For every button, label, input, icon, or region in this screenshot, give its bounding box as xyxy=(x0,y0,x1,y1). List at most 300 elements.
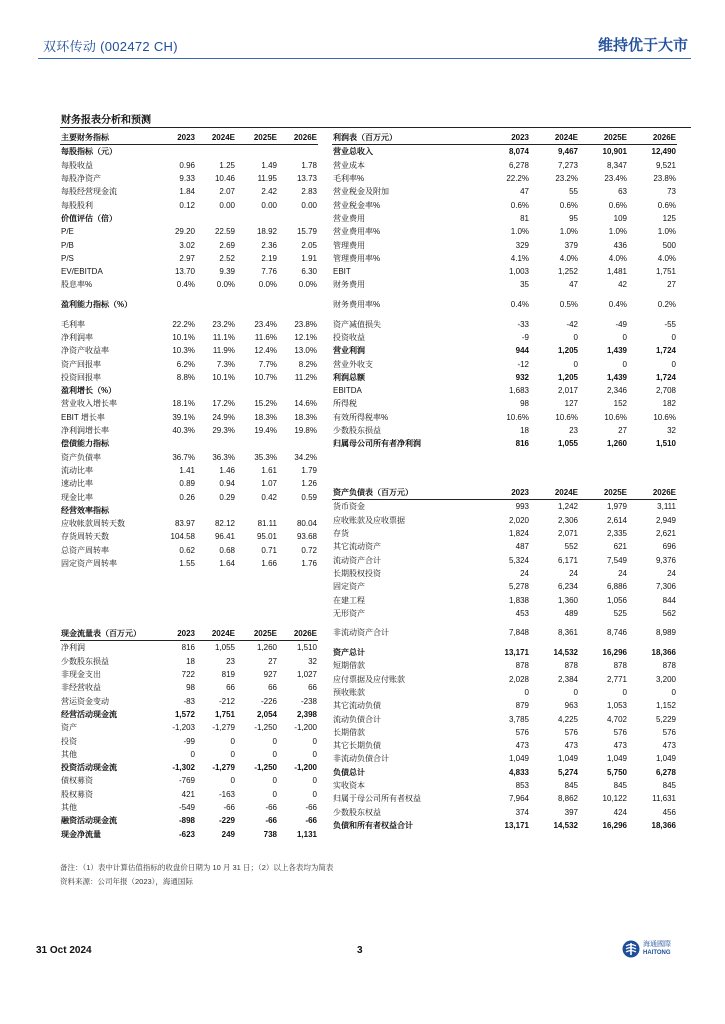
row-label: 所得税 xyxy=(333,399,357,409)
cell-value: 0.68 xyxy=(219,545,235,555)
row-label: 盈利增长（%） xyxy=(61,386,117,396)
table-row xyxy=(60,397,318,410)
table-row xyxy=(60,437,318,450)
cell-value: 6,278 xyxy=(655,767,676,777)
cell-value xyxy=(278,504,318,517)
cell-value: 18.92 xyxy=(256,227,277,237)
cell-value: 576 xyxy=(662,727,676,737)
table-row xyxy=(60,464,318,477)
cell-value: -769 xyxy=(178,776,195,786)
cell-value: 8.8% xyxy=(176,372,195,382)
cell-value: 379 xyxy=(564,240,578,250)
row-label: 长期股权投资 xyxy=(333,568,381,578)
cell-value: -1,279 xyxy=(212,763,235,773)
table-row xyxy=(60,225,318,238)
cell-value: 1,131 xyxy=(296,829,317,839)
row-label: 存货周转天数 xyxy=(61,532,109,542)
row-label: 归属于母公司所有者权益 xyxy=(333,794,421,804)
cell-value: 0.4% xyxy=(176,280,195,290)
cell-value: 16,296 xyxy=(602,648,627,658)
row-label: EBIT xyxy=(333,267,351,277)
cell-value: 1,049 xyxy=(557,754,578,764)
cell-value: 249 xyxy=(221,829,235,839)
table-row xyxy=(332,739,677,752)
cell-value: 7,273 xyxy=(557,160,578,170)
cell-value: 0.96 xyxy=(179,160,195,170)
table-row xyxy=(332,686,677,699)
cell-value: 0.6% xyxy=(559,200,578,210)
row-label: 营业外收支 xyxy=(333,359,373,369)
header-divider xyxy=(38,58,691,59)
cell-value: 2,949 xyxy=(655,515,676,525)
cell-value: 4.0% xyxy=(559,253,578,263)
row-label: P/S xyxy=(61,253,74,263)
cell-value: 1.66 xyxy=(261,559,277,569)
cell-value: 18.3% xyxy=(294,412,317,422)
cell-value: 36.3% xyxy=(212,452,235,462)
cell-value: 1.78 xyxy=(301,160,317,170)
cell-value: 374 xyxy=(515,807,529,817)
cell-value: 0.71 xyxy=(261,545,277,555)
cell-value: 0.72 xyxy=(301,545,317,555)
cell-value: 11.2% xyxy=(294,372,317,382)
table-row xyxy=(332,172,677,185)
table-row xyxy=(332,238,677,251)
cell-value: 0.00 xyxy=(261,200,277,210)
row-label: 有效所得税率% xyxy=(333,412,389,422)
cell-value: 0 xyxy=(312,776,317,786)
row-label: 少数股东权益 xyxy=(333,807,381,817)
header-company: 双环传动 (002472 CH) xyxy=(43,39,178,54)
cell-value: 845 xyxy=(613,781,627,791)
cell-value: 2.05 xyxy=(301,240,317,250)
table-row xyxy=(60,292,318,318)
cash-flow-table xyxy=(60,627,318,841)
row-label: 净利润率 xyxy=(61,333,93,342)
row-label: P/E xyxy=(61,227,74,237)
cell-value: 13,171 xyxy=(504,648,529,658)
cell-value: 10.6% xyxy=(604,412,627,422)
cell-value: 1.0% xyxy=(608,227,627,237)
cell-value: 816 xyxy=(181,643,195,653)
cell-value: 0.00 xyxy=(301,200,317,210)
row-label: 预收账款 xyxy=(333,688,365,697)
cell-value: 1,049 xyxy=(655,754,676,764)
row-label: 应收账款及应收票据 xyxy=(333,515,405,525)
table-row xyxy=(60,788,318,801)
table-title: 主要财务指标 xyxy=(60,131,156,145)
column-header: 2026E xyxy=(628,131,677,145)
cell-value: 576 xyxy=(515,727,529,737)
cell-value: 23 xyxy=(226,656,235,666)
cell-value: 11.1% xyxy=(212,333,235,342)
table-row xyxy=(60,252,318,265)
table-row xyxy=(60,668,318,681)
cell-value: 95.01 xyxy=(256,532,277,542)
table-row xyxy=(332,567,677,580)
cell-value: 487 xyxy=(515,542,529,552)
cell-value: 0 xyxy=(312,749,317,759)
cell-value: 397 xyxy=(564,807,578,817)
table-row xyxy=(60,384,318,397)
cell-value: 23.4% xyxy=(254,319,277,329)
table-row xyxy=(332,593,677,606)
cell-value: -66 xyxy=(305,816,317,826)
row-label: EBITDA xyxy=(333,386,362,396)
table-row xyxy=(332,252,677,265)
cell-value: 0 xyxy=(573,359,578,369)
cell-value: -1,250 xyxy=(254,723,277,733)
cell-value: -66 xyxy=(265,803,277,812)
row-label: 在建工程 xyxy=(333,595,365,605)
cell-value: 1.64 xyxy=(219,559,235,569)
cell-value: 1,055 xyxy=(214,643,235,653)
cell-value: 1.0% xyxy=(510,227,529,237)
row-label: 非流动负债合计 xyxy=(333,754,389,764)
cell-value: 73 xyxy=(667,187,676,197)
table-row xyxy=(332,540,677,553)
table-row xyxy=(60,331,318,344)
cell-value: 2.42 xyxy=(261,187,277,197)
cell-value: 66 xyxy=(226,683,235,693)
table-title: 资产负债表（百万元） xyxy=(332,486,478,500)
row-label: 其它流动负债 xyxy=(333,701,381,711)
cell-value: 18,366 xyxy=(651,648,676,658)
row-label: 每股经营现金流 xyxy=(61,187,117,197)
cell-value: 22.59 xyxy=(214,227,235,237)
cell-value: 878 xyxy=(662,661,676,671)
row-label: 营业费用率% xyxy=(333,227,381,237)
cell-value: 2,398 xyxy=(296,709,317,719)
cell-value: -1,302 xyxy=(172,763,195,773)
column-header: 2025E xyxy=(579,131,628,145)
cell-value: 18 xyxy=(186,656,195,666)
row-label: 现金净流量 xyxy=(61,829,101,839)
row-label: 营运资金变动 xyxy=(61,696,109,706)
cell-value: 96.41 xyxy=(214,532,235,542)
table-title: 利润表（百万元） xyxy=(332,131,478,145)
cell-value: 15.79 xyxy=(296,227,317,237)
row-label: 投资回报率 xyxy=(61,372,101,382)
cell-value: 11.6% xyxy=(254,333,277,342)
cell-value: 1,683 xyxy=(508,386,529,396)
cell-value: 2,028 xyxy=(508,674,529,684)
cell-value xyxy=(278,212,318,225)
row-label: 资产负债率 xyxy=(61,452,101,462)
cell-value: 23.4% xyxy=(604,174,627,184)
row-label: 非经营收益 xyxy=(61,683,101,693)
cell-value: 29.3% xyxy=(212,426,235,436)
cell-value: 35 xyxy=(520,280,529,290)
cell-value: 2,306 xyxy=(557,515,578,525)
cell-value: 0 xyxy=(573,333,578,342)
cell-value: 500 xyxy=(662,240,676,250)
row-label: 负债总计 xyxy=(333,767,365,777)
cell-value: 6.2% xyxy=(176,359,195,369)
table-row xyxy=(332,580,677,593)
cell-value: 13.0% xyxy=(294,346,317,356)
table-row xyxy=(60,641,318,655)
cell-value: 4,225 xyxy=(557,714,578,724)
cell-value xyxy=(156,292,196,318)
cell-value: 1,049 xyxy=(606,754,627,764)
row-label: 长期借款 xyxy=(333,727,365,737)
cell-value: 1.26 xyxy=(301,479,317,489)
header-rating: 维持优于大市 xyxy=(597,37,688,54)
column-header: 2023 xyxy=(478,131,530,145)
row-label: 货币资金 xyxy=(333,502,365,512)
cell-value xyxy=(196,437,236,450)
cell-value: 0 xyxy=(671,333,676,342)
cell-value: 17.2% xyxy=(212,399,235,409)
column-header: 2024E xyxy=(530,486,579,500)
cell-value: -1,200 xyxy=(294,763,317,773)
cell-value: 0.0% xyxy=(258,280,277,290)
cell-value: 3.02 xyxy=(179,240,195,250)
cell-value: 4,833 xyxy=(508,767,529,777)
row-label: 营业利润 xyxy=(333,346,365,356)
cell-value: 1,003 xyxy=(508,267,529,277)
table-row xyxy=(332,806,677,819)
row-label: 应收帐款周转天数 xyxy=(61,519,125,529)
row-label: 固定资产周转率 xyxy=(61,559,117,569)
cell-value: 0 xyxy=(230,776,235,786)
row-label: 营业收入增长率 xyxy=(61,399,117,409)
column-header: 2025E xyxy=(236,131,278,145)
cell-value: 1,205 xyxy=(557,372,578,382)
table-row xyxy=(332,726,677,739)
cell-value: 2.69 xyxy=(219,240,235,250)
cell-value: 5,274 xyxy=(557,767,578,777)
cell-value: -55 xyxy=(664,319,676,329)
table-header-row xyxy=(332,486,677,500)
cell-value: 844 xyxy=(662,595,676,605)
cell-value: 473 xyxy=(662,741,676,751)
cell-value xyxy=(156,384,196,397)
cell-value: 2,384 xyxy=(557,674,578,684)
cell-value: 19.4% xyxy=(254,426,277,436)
cell-value: 1,252 xyxy=(557,267,578,277)
cell-value: 329 xyxy=(515,240,529,250)
row-label: 营业费用 xyxy=(333,213,365,223)
column-header: 2026E xyxy=(278,627,318,641)
cell-value: -49 xyxy=(615,319,627,329)
cell-value: -898 xyxy=(178,816,195,826)
cell-value: 23.8% xyxy=(653,174,676,184)
cell-value: 1,053 xyxy=(606,701,627,711)
cell-value: 40.3% xyxy=(172,426,195,436)
cell-value xyxy=(278,292,318,318)
cell-value: 1,055 xyxy=(557,439,578,449)
cell-value: 22.2% xyxy=(172,319,195,329)
cell-value: -9 xyxy=(521,333,529,342)
cell-value: 0 xyxy=(524,688,529,697)
cell-value: 4.1% xyxy=(510,253,529,263)
cell-value: 1.76 xyxy=(301,559,317,569)
cell-value: 1,979 xyxy=(606,502,627,512)
table-row xyxy=(60,557,318,570)
cell-value: 23.8% xyxy=(294,319,317,329)
cell-value: 963 xyxy=(564,701,578,711)
row-label: 资产回报率 xyxy=(61,359,101,369)
cell-value: 0.89 xyxy=(179,479,195,489)
cell-value: 2,621 xyxy=(655,529,676,539)
cell-value xyxy=(156,504,196,517)
table-row xyxy=(332,278,677,291)
cell-value: 0 xyxy=(312,736,317,746)
table-row xyxy=(60,451,318,464)
cell-value: 1.41 xyxy=(179,465,195,475)
cell-value: 1,360 xyxy=(557,595,578,605)
cell-value xyxy=(278,145,318,159)
cell-value: 27 xyxy=(667,280,676,290)
cell-value: 1,439 xyxy=(606,346,627,356)
cell-value: 5,324 xyxy=(508,555,529,565)
table-row xyxy=(332,699,677,712)
table-row xyxy=(60,748,318,761)
cell-value: 621 xyxy=(613,542,627,552)
cell-value: 22.2% xyxy=(506,174,529,184)
cell-value: 2,708 xyxy=(655,386,676,396)
table-row xyxy=(332,344,677,357)
cell-value: 2,335 xyxy=(606,529,627,539)
cell-value: 1.07 xyxy=(261,479,277,489)
cell-value: 10.6% xyxy=(653,412,676,422)
row-label: 资产 xyxy=(61,723,77,733)
row-label: 财务费用 xyxy=(333,280,365,290)
row-label: 每股收益 xyxy=(61,160,93,170)
cell-value: 0.4% xyxy=(608,300,627,310)
cell-value: 932 xyxy=(515,372,529,382)
cell-value: 152 xyxy=(613,399,627,409)
cell-value: 42 xyxy=(618,280,627,290)
cell-value: 878 xyxy=(564,661,578,671)
cell-value: 1,751 xyxy=(214,709,235,719)
cell-value: 2.97 xyxy=(179,253,195,263)
cell-value: 39.1% xyxy=(172,412,195,422)
table-header-row xyxy=(60,131,318,145)
cell-value xyxy=(236,437,278,450)
cell-value: 93.68 xyxy=(296,532,317,542)
cell-value: 66 xyxy=(268,683,277,693)
cell-value: 18.1% xyxy=(172,399,195,409)
cell-value: 8,074 xyxy=(508,147,529,157)
row-label: 财务费用率% xyxy=(333,300,381,310)
cell-value: 12.1% xyxy=(294,333,317,342)
haitong-logo-icon xyxy=(622,940,640,958)
cell-value: 16,296 xyxy=(602,820,627,830)
cell-value: 7.3% xyxy=(216,359,235,369)
cell-value: -99 xyxy=(183,736,195,746)
cell-value: 1.61 xyxy=(261,465,277,475)
table-row xyxy=(332,437,677,450)
cell-value xyxy=(196,212,236,225)
cell-value: 1,056 xyxy=(606,595,627,605)
cell-value: 2.36 xyxy=(261,240,277,250)
cell-value: 109 xyxy=(613,213,627,223)
cell-value: 5,278 xyxy=(508,582,529,592)
column-header: 2025E xyxy=(236,627,278,641)
cell-value: 1.49 xyxy=(261,160,277,170)
table-row xyxy=(60,708,318,721)
cell-value: -238 xyxy=(300,696,317,706)
row-label: 营业成本 xyxy=(333,160,365,170)
row-label: EV/EBITDA xyxy=(61,267,103,277)
row-label: 经营活动现金流 xyxy=(61,709,117,719)
cell-value: 47 xyxy=(569,280,578,290)
cell-value: 424 xyxy=(613,807,627,817)
cell-value: 2,071 xyxy=(557,529,578,539)
cell-value: 10.46 xyxy=(214,174,235,184)
row-label: 资产总计 xyxy=(333,648,365,658)
table-row xyxy=(60,424,318,437)
cell-value: 8,862 xyxy=(557,794,578,804)
cell-value: 10.3% xyxy=(172,346,195,356)
cell-value: 1.91 xyxy=(301,253,317,263)
key-indicators-table xyxy=(60,131,318,570)
cell-value: 14,532 xyxy=(553,648,578,658)
table-row xyxy=(60,145,318,159)
cell-value: -66 xyxy=(223,803,235,812)
cell-value: 722 xyxy=(181,670,195,680)
cell-value xyxy=(236,212,278,225)
cell-value: 35.3% xyxy=(254,452,277,462)
table-row xyxy=(60,774,318,787)
table-row xyxy=(332,212,677,225)
row-label: 营业税金率% xyxy=(333,200,381,210)
cell-value xyxy=(278,384,318,397)
cell-value xyxy=(156,212,196,225)
row-label: 投资活动现金流 xyxy=(61,763,117,773)
cell-value: -226 xyxy=(260,696,277,706)
table-row xyxy=(60,172,318,185)
cell-value: 845 xyxy=(564,781,578,791)
cell-value: 1,481 xyxy=(606,267,627,277)
cell-value: 9,521 xyxy=(655,160,676,170)
cell-value xyxy=(236,145,278,159)
cell-value: -163 xyxy=(218,789,235,799)
cell-value: 13.70 xyxy=(174,267,195,277)
column-header: 2023 xyxy=(478,486,530,500)
row-label: 其它流动资产 xyxy=(333,542,381,552)
table-row xyxy=(332,752,677,765)
cell-value: 3,111 xyxy=(657,502,676,512)
row-label: P/B xyxy=(61,240,74,250)
table-row xyxy=(332,553,677,566)
data-source: 资料来源：公司年报（2023），海通国际 xyxy=(60,877,193,886)
cell-value: 2.19 xyxy=(261,253,277,263)
table-row xyxy=(332,265,677,278)
row-label: 毛利率 xyxy=(61,319,85,329)
cell-value: 14.6% xyxy=(294,399,317,409)
section-divider xyxy=(60,127,691,128)
table-title: 现金流量表（百万元） xyxy=(60,627,156,641)
row-label: 少数股东损益 xyxy=(61,656,109,666)
cell-value: 36.7% xyxy=(172,452,195,462)
cell-value: -12 xyxy=(517,359,529,369)
table-row xyxy=(60,318,318,331)
row-label: 利润总额 xyxy=(333,372,365,382)
table-row xyxy=(332,411,677,424)
row-label: 毛利率% xyxy=(333,174,365,184)
cell-value: 14,532 xyxy=(553,820,578,830)
cell-value: 456 xyxy=(662,807,676,817)
cell-value: 7,964 xyxy=(508,794,529,804)
cell-value: 6,278 xyxy=(508,160,529,170)
table-row xyxy=(60,212,318,225)
cell-value: 27 xyxy=(268,656,277,666)
cell-value: 23 xyxy=(569,426,578,436)
